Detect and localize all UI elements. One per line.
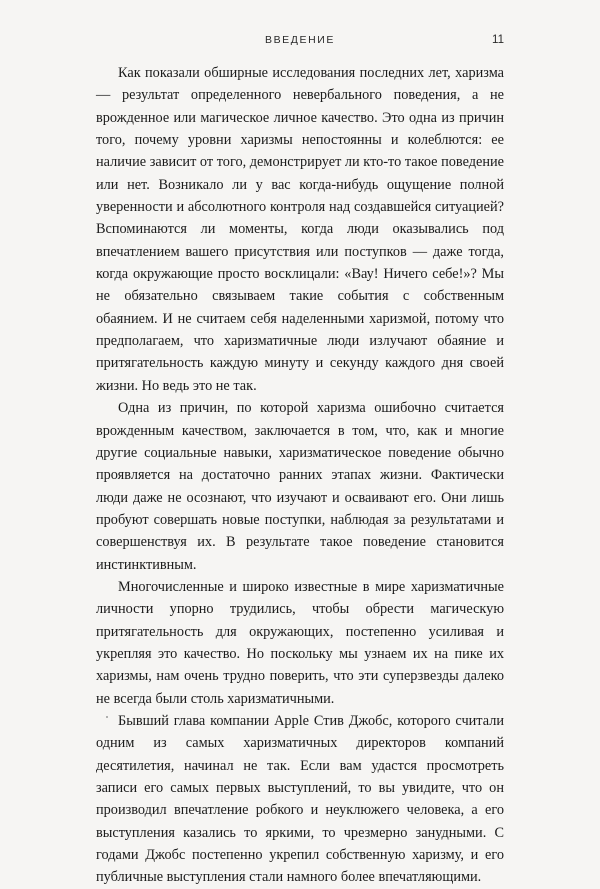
paragraph: Многочисленные и широко известные в мире харизматичные личности упорно трудились, чтобы обрести магическую притягательность для окружающих, постепенно усиливая и укрепляя это качество. Но поскольку мы узнаем их на пике их харизмы, нам очень трудно поверить, что эти суперзвезды далеко не всегда были столь харизматичными. [96, 578, 504, 707]
section-title: ВВЕДЕНИЕ [264, 34, 336, 46]
paragraph: Бывший глава компании Apple Стив Джобс, которого считали одним из самых харизматичных директоров компаний десятилетия, начинал не так. Если вам удастся просмотреть записи его самых первых выступлений, то вы увидите, что он производил впечатление робкого и неуклюжего человека, а его выступления казались то яркими, то чрезмерно занудными. С годами Джобс постепенно укрепил собственную харизму, и его публичные выступления стали намного более впечатляющими. [96, 712, 504, 886]
body-text [96, 62, 504, 889]
running-head [96, 34, 504, 50]
paragraph: Одна из причин, по которой харизма ошибочно считается врожденным качеством, заключается в том, что, как и многие другие социальные навыки, харизматическое поведение обычно проявляется на достаточно ранних этапах жизни. Фактически люди даже не осознают, что изучают и осваивают его. Они лишь пробуют совершать новые поступки, наблюдая за результатами и совершенствуя их. В результате такое поведение становится инстинктивным. [96, 400, 504, 573]
paragraph: Как показали обширные исследования последних лет, харизма — результат определенного невербального поведения, а не врожденное или магическое личное качество. Это одна из причин того, почему уровни харизмы непостоянны и колеблются: ее наличие зависит от того, демонстрирует ли кто-то такое поведение или нет. Возникало ли у вас когда-нибудь ощущение полной уверенности и абсолютного контроля над создавшейся ситуацией? Вспоминаются ли моменты, когда люди оказывались под впечатлением вашего присутствия или поступков — даже тогда, когда окружающие просто восклицали: «Вау! Ничего себе!»? Мы не обязательно связываем такие события с собственным обаянием. И не считаем себя наделенными харизмой, потому что предполагаем, что харизматичные люди излучают обаяние и притягательность каждую минуту и секунду каждого дня своей жизни. Но ведь это не так. [96, 65, 504, 394]
page-number: 11 [492, 34, 504, 46]
paper-speck [106, 716, 108, 718]
